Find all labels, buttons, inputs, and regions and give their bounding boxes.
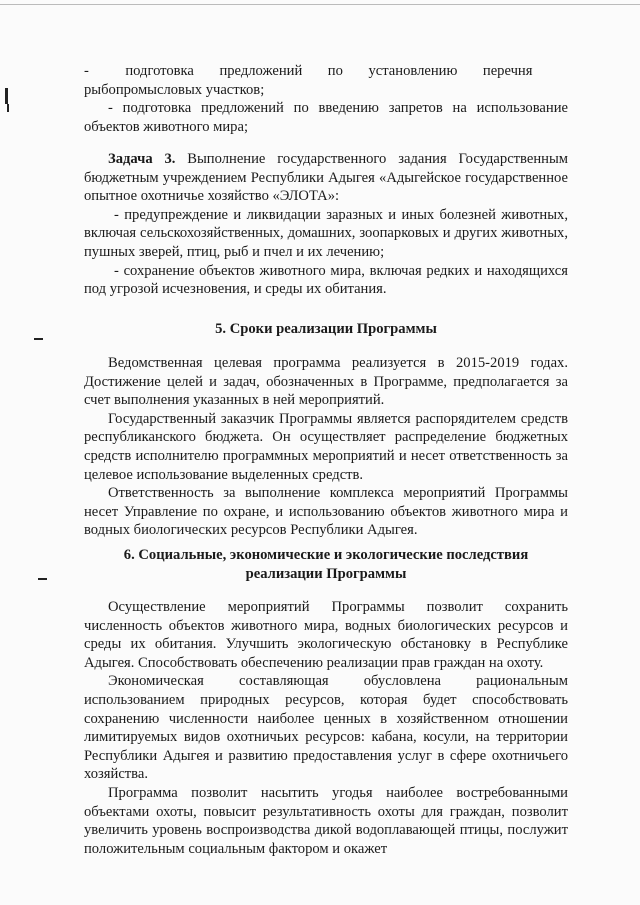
list-item-line: - подготовка предложений по установлению перечня xyxy=(84,63,533,79)
scan-artifact-mark xyxy=(34,338,43,340)
paragraph: Ответственность за выполнение комплекса мероприятий Программы несет Управление по охране, и использованию объектов животного мира и водных биологических ресурсов Республики Адыгея. xyxy=(84,485,568,539)
scan-artifact-mark xyxy=(7,104,9,112)
paragraph: Ведомственная целевая программа реализуется в 2015-2019 годах. Достижение целей и задач, обозначенных в Программе, предполагается за счет выполнения указанных в ней мероприятий. xyxy=(84,355,568,409)
paragraph: Программа позволит насытить угодья наиболее востребованными объектами охоты, повысит результативность охоты для граждан, позволит увеличить уровень воспроизводства дикой водоплавающей птицы, послужит положительным социальным фактором и окажет xyxy=(84,784,568,857)
block-fishing-proposals xyxy=(84,62,568,136)
scan-edge-line xyxy=(0,4,640,5)
section-6-heading-line-2: реализации Программы xyxy=(245,565,407,582)
paragraph: Государственный заказчик Программы является распорядителем средств республиканского бюджета. Он осуществляет распределение бюджетных средств исполнителю программных мероприятий и несет ответственность за целевое использование выделенных средств. xyxy=(84,410,568,483)
list-item: - сохранение объектов животного мира, включая редких и находящихся под угрозой исчезновения, и среды их обитания. xyxy=(84,262,568,298)
scan-artifact-mark xyxy=(5,88,8,104)
section-6 xyxy=(84,546,568,583)
section-5-heading: 5. Сроки реализации Программы xyxy=(215,321,437,337)
task-3-text: Выполнение государственного задания Государственным бюджетным учреждением Республики Адыгея «Адыгейское государственное опытное охотничье хозяйство «ЭЛОТА»: xyxy=(84,151,568,205)
scan-artifact-mark xyxy=(38,578,47,580)
section-5-body xyxy=(84,354,568,540)
list-item: - подготовка предложений по введению запретов на использование объектов животного мира; xyxy=(84,100,568,135)
paragraph: Экономическая составляющая обусловлена рациональным использованием природных ресурсов, которая будет способствовать сохранению численности наиболее ценных в хозяйственном отношении лимитируемых видов охотничьих ресурсов: кабана, косули, на территории Республики Адыгея и развитию предоставления услуг в сфере охотничьего хозяйства. xyxy=(84,673,568,783)
paragraph: Осуществление мероприятий Программы позволит сохранить численность объектов животного мира, водных биологических ресурсов и среды их обитания. Улучшить экологическую обстановку в Республике Адыгея. Способствовать обеспечению реализации прав граждан на охоту. xyxy=(84,599,568,671)
section-6-body xyxy=(84,598,568,858)
task-3-paragraph xyxy=(84,150,568,206)
section-6-heading-line-1: 6. Социальные, экономические и экологические последствия xyxy=(123,547,529,563)
block-task-3 xyxy=(84,150,568,299)
list-item-line: рыбопромысловых участков; xyxy=(84,81,265,98)
section-5 xyxy=(84,320,568,339)
task-3-label: Задача 3. xyxy=(108,151,176,167)
list-item: - предупреждение и ликвидации заразных и иных болезней животных, включая сельскохозяйственных, домашних, зоопарковых и других животных, пушных зверей, птиц, рыб и пчел и их лечению; xyxy=(84,206,568,260)
